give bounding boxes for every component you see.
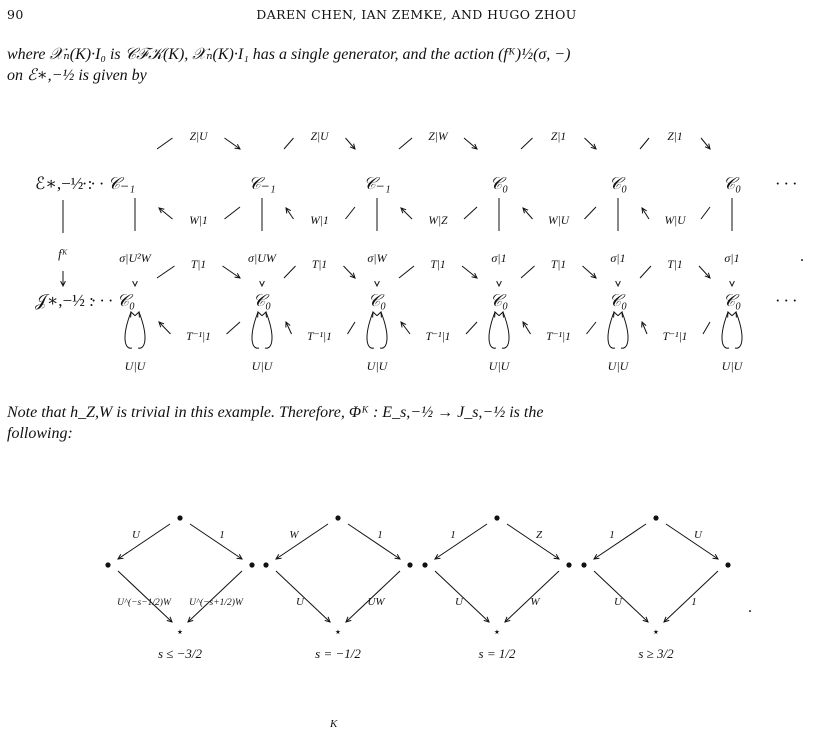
upper-left-arrow [435,524,487,559]
top-forward-arc-left [521,138,533,149]
bottom-backward-label: T⁻¹|1 [662,331,688,343]
star-node: ⋆ [175,624,185,639]
bottom-backward-label: T⁻¹|1 [186,331,211,343]
vertical-map-lower-head [616,281,621,286]
paragraph-note [7,402,827,444]
right-dot [566,562,571,567]
loop-right-head [377,312,381,317]
label-lower-right: W [530,596,540,608]
label-upper-right: Z [535,529,543,541]
bottom-forward-arc-left [399,266,414,278]
top-node: 𝒞₋₁ [363,174,391,193]
top-backward-label: W|1 [189,215,208,227]
case-condition: s = −1/2 [315,646,361,661]
top-backward-label: W|U [664,215,686,227]
bottom-forward-label: T|1 [190,259,207,271]
vertical-map-lower-head [730,281,735,286]
loop-label: U|U [721,359,743,373]
bottom-forward-arc-left [157,266,175,278]
loop-right-head [732,312,736,317]
top-forward-label: Z|1 [550,131,567,143]
bottom-backward-arc-left [159,322,171,334]
bottom-backward-arc-right [227,322,241,334]
top-forward-arc-left [157,138,173,149]
top-backward-arc-left-head [642,208,647,213]
lower-left-arrow [118,571,172,622]
bottom-fragment: K [330,718,338,730]
lower-right-arrow [188,571,242,622]
paragraph-note-line-2: following: [7,425,73,442]
vertical-map-label: σ|U²W [119,251,151,265]
top-backward-arc-right [225,207,241,219]
upper-right-arrow [666,524,718,559]
bottom-backward-label: T⁻¹|1 [546,331,571,343]
top-forward-arc-right [464,138,477,149]
label-lower-left: U [614,596,622,608]
vertical-map-label: σ|1 [491,251,507,265]
label-lower-right: UW [367,596,385,608]
left-dot [105,562,110,567]
upper-left-arrow [276,524,328,559]
label-upper-right: 1 [219,529,225,541]
right-dot [725,562,730,567]
loop-right-head [135,312,139,317]
label-lower-right: 1 [691,596,697,608]
loop-left-head [495,312,499,317]
star-node: ⋆ [333,624,343,639]
loop-label: U|U [251,359,273,373]
left-dot [422,562,427,567]
right-dot [249,562,254,567]
bottom-node: · · · [775,291,797,310]
label-lower-right: U^(−s+1/2)W [189,598,243,608]
loop-left-head [131,312,135,317]
top-node: 𝒞₀ [608,174,628,193]
bottom-forward-label: T|1 [667,259,683,271]
top-node: 𝒞₀ [489,174,509,193]
paragraph-intro-line-1: where 𝒳ₙ(K)·I₀ is 𝒞ℱ𝒦(K), 𝒳ₙ(K)·I₁ has a single generator, and the action (fᴷ)½(σ, −) [7,46,571,63]
loop-right-head [262,312,266,317]
loop-label: U|U [488,359,510,373]
vertical-map-lower-head [260,281,265,286]
star-node: ⋆ [651,624,661,639]
bottom-node: · · · 𝒞₀ [91,291,135,310]
bottom-forward-arc-right [344,266,356,278]
label-upper-left: 1 [609,529,615,541]
upper-right-arrow [507,524,559,559]
bottom-forward-arc-right [223,266,241,278]
top-forward-arc-left [640,138,649,149]
case-condition: s ≤ −3/2 [157,646,203,661]
loop-left-head [614,312,618,317]
bottom-forward-arc-left [521,266,535,278]
loop-label: U|U [366,359,388,373]
top-backward-arc-left [159,208,173,219]
loop-left-head [258,312,262,317]
loop-label: U|U [124,359,146,373]
top-forward-arc-left [284,138,294,149]
row-label-top: ℰ∗,−½ : [35,174,93,193]
bottom-backward-label: T⁻¹|1 [425,331,451,343]
top-node: 𝒞₀ [722,174,742,193]
bottom-backward-label: T⁻¹|1 [307,331,332,343]
top-backward-label: W|U [547,215,570,227]
label-lower-left: U^(−s−1/2)W [117,598,171,608]
top-node: · · · 𝒞₋₁ [82,174,135,193]
top-forward-label: Z|1 [667,131,683,143]
loop-right-head [499,312,503,317]
bottom-node: 𝒞₀ [722,291,742,310]
top-backward-label: W|1 [310,215,329,227]
row-label-bottom: 𝒥∗,−½ : [35,291,94,310]
vertical-map-lower-head [375,281,380,286]
label-upper-right: 1 [377,529,383,541]
top-dot [177,515,182,520]
bottom-node: 𝒞₀ [252,291,272,310]
label-lower-left: U [455,596,463,608]
top-backward-label: W|Z [428,215,448,227]
bottom-forward-arc-right [462,266,477,278]
case-condition: s ≥ 3/2 [638,646,674,661]
bottom-node: 𝒞₀ [608,291,628,310]
top-node: · · · [775,174,797,193]
top-forward-label: Z|W [428,131,448,143]
loop-left-head [373,312,377,317]
vertical-map-label: σ|1 [610,251,626,265]
top-forward-arc-right [585,138,597,149]
loop-left-head [728,312,732,317]
top-dot [494,515,499,520]
top-forward-arc-right [225,138,241,149]
bottom-forward-arc-right [583,266,597,278]
bottom-node: 𝒞₀ [489,291,509,310]
vertical-map-lower-head [133,281,138,286]
upper-left-arrow [118,524,170,559]
page-number: 90 [7,7,24,22]
star-node: ⋆ [492,624,502,639]
label-upper-left: W [289,529,299,541]
vertical-map-label: σ|W [367,251,387,265]
squares-diagram [0,490,833,690]
upper-left-arrow [594,524,646,559]
top-backward-arc-right [701,207,710,219]
upper-right-arrow [190,524,242,559]
paragraph-intro-line-2: on ℰ∗,−½ is given by [7,67,147,84]
left-dot [263,562,268,567]
bottom-forward-arc-left [284,266,296,278]
label-upper-right: U [694,529,702,541]
top-forward-label: Z|U [189,131,208,143]
top-backward-arc-right [585,207,597,219]
top-node: 𝒞₋₁ [248,174,276,193]
bottom-forward-label: T|1 [311,259,328,271]
vertical-map-lower-head [497,281,502,286]
label-upper-left: U [132,529,140,541]
left-dot [581,562,586,567]
bottom-backward-arc-right [466,322,477,334]
bottom-forward-arc-right [699,266,710,278]
vertical-map-label: σ|1 [724,251,740,265]
top-backward-arc-right [346,207,356,219]
bottom-node: 𝒞₀ [367,291,387,310]
case-condition: s = 1/2 [478,646,516,661]
bottom-backward-arc-right [703,322,710,334]
top-forward-label: Z|U [310,131,329,143]
diagram2-period: . [748,599,752,616]
top-backward-arc-left [401,208,412,219]
bottom-backward-arc-right [587,322,597,334]
paragraph-intro [7,44,827,86]
bottom-forward-label: T|1 [550,259,567,271]
top-dot [335,515,340,520]
running-title: DAREN CHEN, IAN ZEMKE, AND HUGO ZHOU [256,7,577,22]
fk-map-label: fᴷ [58,247,68,261]
top-forward-arc-left [399,138,412,149]
top-dot [653,515,658,520]
label-lower-left: U [296,596,304,608]
loop-label: U|U [607,359,629,373]
bottom-forward-label: T|1 [430,259,446,271]
bottom-backward-arc-right [348,322,356,334]
bottom-forward-arc-left [640,266,651,278]
diagram1-period: . [800,248,804,265]
top-backward-arc-right [464,207,477,219]
vertical-map-label: σ|UW [248,251,276,265]
right-dot [407,562,412,567]
upper-right-arrow [348,524,400,559]
label-upper-left: 1 [450,529,456,541]
complex-diagram [0,120,833,380]
paragraph-note-line-1: Note that h_Z,W is trivial in this example. Therefore, Φᴷ : E_s,−½ → J_s,−½ is the [7,404,544,421]
loop-right-head [618,312,622,317]
